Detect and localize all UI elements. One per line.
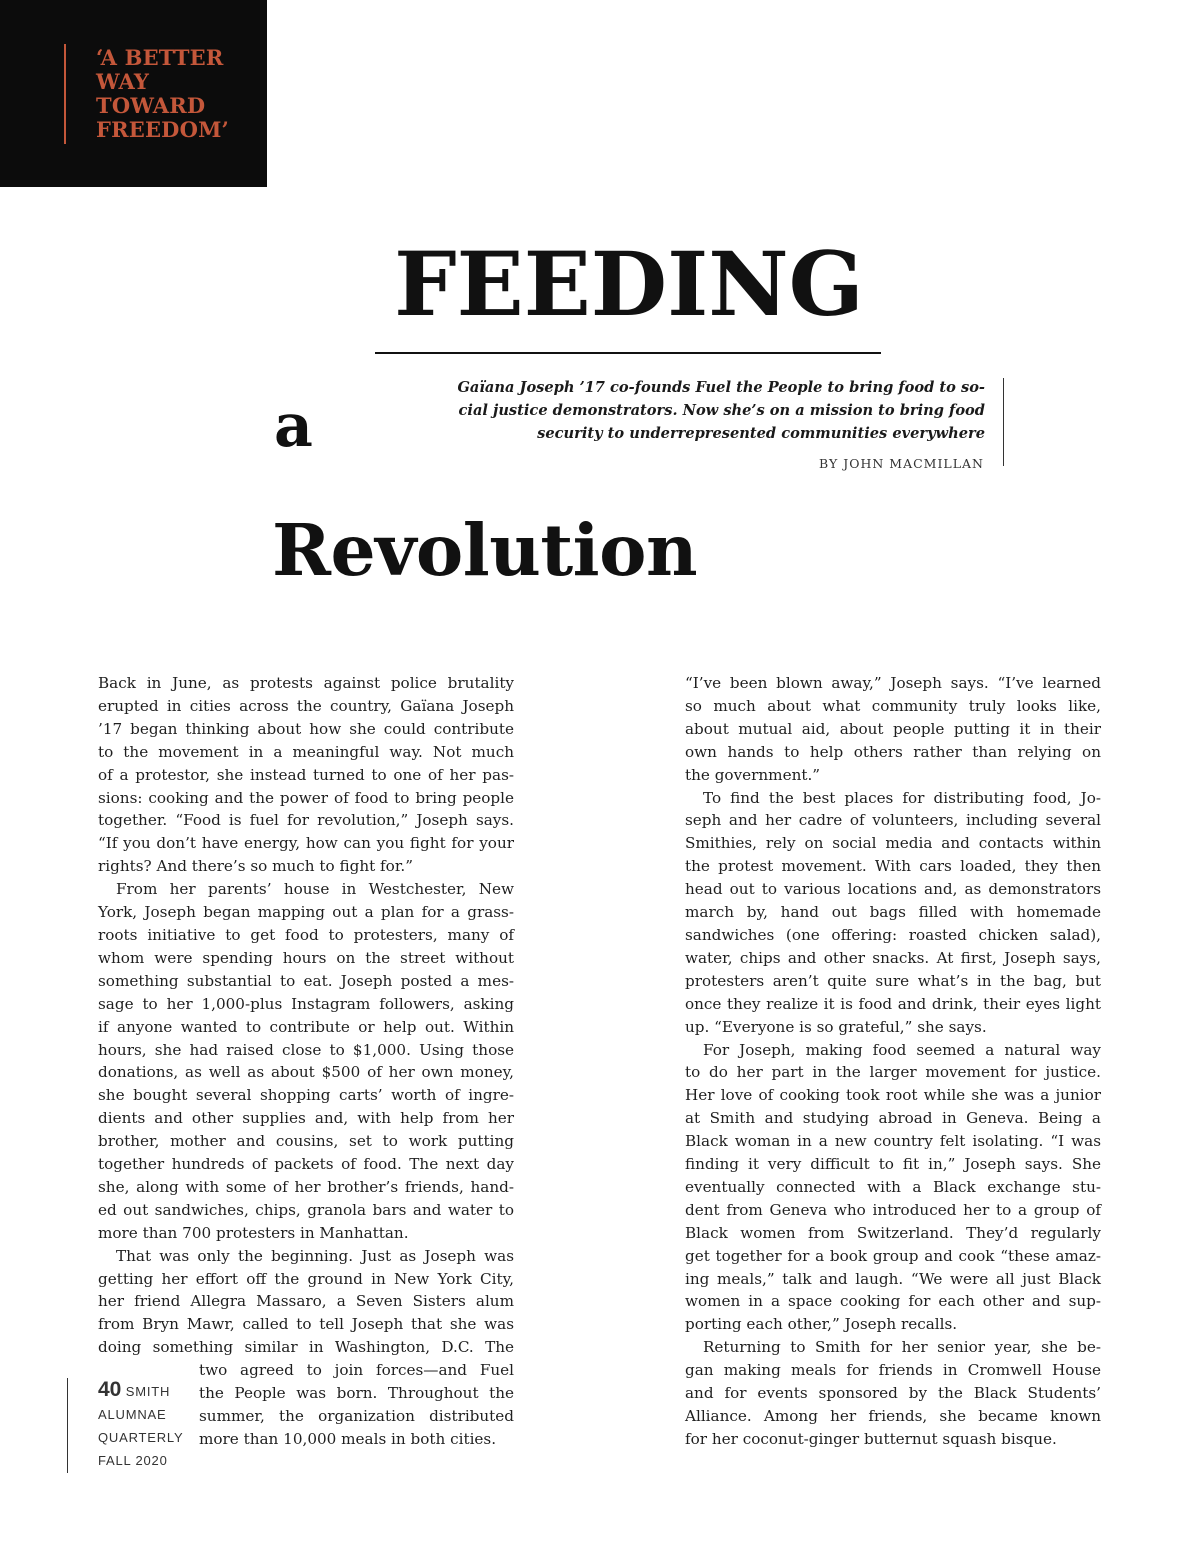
body-line: together. “Food is fuel for revolution,” Joseph says.	[98, 811, 514, 830]
body-line: so much about what community truly looks like,	[685, 696, 1101, 715]
body-line: whom were spending hours on the street without	[98, 948, 514, 967]
body-line: together hundreds of packets of food. The next day	[98, 1155, 514, 1174]
body-line: ed out sandwiches, chips, granola bars and water to	[98, 1200, 514, 1219]
body-line: donations, as well as about $500 of her own money,	[98, 1063, 514, 1082]
section-kicker	[96, 46, 256, 142]
body-line: she bought several shopping carts’ worth of ingre-	[98, 1086, 514, 1105]
body-line: at Smith and studying abroad in Geneva. Being a	[685, 1109, 1101, 1128]
body-line: the government.”	[685, 765, 821, 784]
publication-name: SMITH	[125, 1384, 171, 1399]
body-line: protesters aren’t quite sure what’s in the bag, but	[685, 971, 1101, 990]
headline-revolution: Revolution	[272, 508, 698, 592]
issue-date: FALL 2020	[98, 1453, 168, 1468]
body-line: to the movement in a meaningful way. Not much	[98, 742, 514, 761]
kicker-line: ‘A BETTER	[96, 45, 224, 70]
body-line: get together for a book group and cook “these amaz-	[685, 1246, 1101, 1265]
body-column-right	[685, 672, 1101, 1451]
body-line: if anyone wanted to contribute or help out. Within	[98, 1017, 514, 1036]
folio	[98, 1378, 194, 1472]
body-line: of a protestor, she instead turned to one of her pas-	[98, 765, 514, 784]
body-line: erupted in cities across the country, Gaïana Joseph	[98, 696, 514, 715]
body-line: more than 700 protesters in Manhattan.	[98, 1223, 409, 1242]
body-line: for her coconut-ginger butternut squash bisque.	[685, 1429, 1057, 1448]
kicker-rule	[64, 44, 66, 144]
body-line: Her love of cooking took root while she was a junior	[685, 1086, 1101, 1105]
body-line: march by, hand out bags filled with homemade	[685, 903, 1101, 922]
body-line: York, Joseph began mapping out a plan for a grass-	[98, 903, 514, 922]
kicker-line: FREEDOM’	[96, 117, 230, 142]
kicker-line: TOWARD	[96, 93, 206, 118]
body-line: hours, she had raised close to $1,000. Using those	[98, 1040, 514, 1059]
body-line: rights? And there’s so much to fight for.”	[98, 857, 414, 876]
body-line: To find the best places for distributing food, Jo-	[703, 788, 1101, 807]
body-line: sage to her 1,000-plus Instagram followers, asking	[98, 994, 514, 1013]
body-line: and for events sponsored by the Black Students’	[685, 1384, 1101, 1403]
publication-name: QUARTERLY	[98, 1430, 184, 1445]
folio-rule	[67, 1378, 68, 1473]
body-line: sions: cooking and the power of food to bring people	[98, 788, 514, 807]
body-line: Alliance. Among her friends, she became known	[685, 1407, 1101, 1425]
body-line: head out to various locations and, as demonstrators	[685, 880, 1101, 899]
dek-rule	[1003, 378, 1004, 466]
body-line: “If you don’t have energy, how can you fight for your	[98, 834, 514, 853]
body-line: doing something similar in Washington, D.C. The	[98, 1338, 514, 1357]
body-line: Back in June, as protests against police brutality	[98, 674, 514, 692]
body-column-left	[98, 672, 514, 1451]
headline-rule	[375, 352, 881, 354]
dek-line: security to underrepresented communities everywhere	[537, 425, 985, 442]
kicker-line: WAY	[96, 69, 150, 94]
body-line: about mutual aid, about people putting it in their	[685, 719, 1101, 738]
body-line: own hands to help others rather than relying on	[685, 742, 1101, 761]
body-line: to do her part in the larger movement for justice.	[685, 1063, 1101, 1082]
folio-row	[98, 1378, 194, 1403]
body-line: gan making meals for friends in Cromwell House	[685, 1361, 1101, 1380]
body-line: water, chips and other snacks. At first, Joseph says,	[685, 948, 1101, 967]
dek-line: cial justice demonstrators. Now she’s on a mission to bring food	[458, 402, 985, 419]
body-line: once they realize it is food and drink, their eyes light	[685, 994, 1101, 1013]
body-line: dent from Geneva who introduced her to a group of	[685, 1200, 1101, 1219]
headline-feeding: FEEDING	[394, 232, 864, 336]
body-line: Returning to Smith for her senior year, she be-	[703, 1338, 1101, 1357]
body-line: her friend Allegra Massaro, a Seven Sisters alum	[98, 1292, 514, 1311]
body-line: from Bryn Mawr, called to tell Joseph that she was	[98, 1315, 514, 1334]
body-line: dients and other supplies and, with help from her	[98, 1109, 514, 1128]
body-line: she, along with some of her brother’s friends, hand-	[98, 1177, 514, 1196]
body-line: roots initiative to get food to protesters, many of	[98, 925, 514, 944]
body-line: Smithies, rely on social media and contacts within	[685, 834, 1101, 853]
body-line: summer, the organization distributed	[199, 1407, 514, 1425]
body-line: something substantial to eat. Joseph posted a mes-	[98, 971, 514, 990]
body-line: sandwiches (one offering: roasted chicken salad),	[685, 925, 1101, 944]
body-line: getting her effort off the ground in New York City,	[98, 1269, 514, 1288]
body-line: up. “Everyone is so grateful,” she says.	[685, 1017, 987, 1036]
body-line: ing meals,” talk and laugh. “We were all just Black	[685, 1269, 1101, 1288]
body-line: finding it very difficult to fit in,” Joseph says. She	[685, 1155, 1101, 1174]
body-line: more than 10,000 meals in both cities.	[199, 1429, 497, 1448]
body-line: That was only the beginning. Just as Joseph was	[116, 1246, 514, 1265]
body-line: brother, mother and cousins, set to work putting	[98, 1132, 514, 1151]
body-line: the protest movement. With cars loaded, they then	[685, 857, 1101, 876]
dek	[455, 376, 985, 445]
dek-line: Gaïana Joseph ’17 co-founds Fuel the People to bring food to so-	[457, 379, 985, 396]
body-line: From her parents’ house in Westchester, New	[116, 880, 514, 899]
body-line: Black woman in a new country felt isolating. “I was	[685, 1132, 1101, 1151]
page-number: 40	[98, 1378, 122, 1401]
body-line: the People was born. Throughout the	[199, 1384, 514, 1403]
body-line: women in a space cooking for each other and sup-	[685, 1292, 1101, 1311]
body-line: Black women from Switzerland. They’d regularly	[685, 1223, 1101, 1242]
body-line: ’17 began thinking about how she could contribute	[98, 719, 514, 738]
headline-a: a	[274, 391, 313, 461]
body-line: For Joseph, making food seemed a natural way	[703, 1040, 1101, 1059]
body-line: seph and her cadre of volunteers, including several	[685, 811, 1101, 830]
body-line: porting each other,” Joseph recalls.	[685, 1315, 958, 1334]
body-line: “I’ve been blown away,” Joseph says. “I’ve learned	[685, 674, 1101, 692]
body-line: eventually connected with a Black exchange stu-	[685, 1177, 1101, 1196]
body-line: two agreed to join forces—and Fuel	[199, 1361, 514, 1380]
byline: BY JOHN MACMILLAN	[819, 456, 984, 471]
publication-name: ALUMNAE	[98, 1407, 167, 1422]
